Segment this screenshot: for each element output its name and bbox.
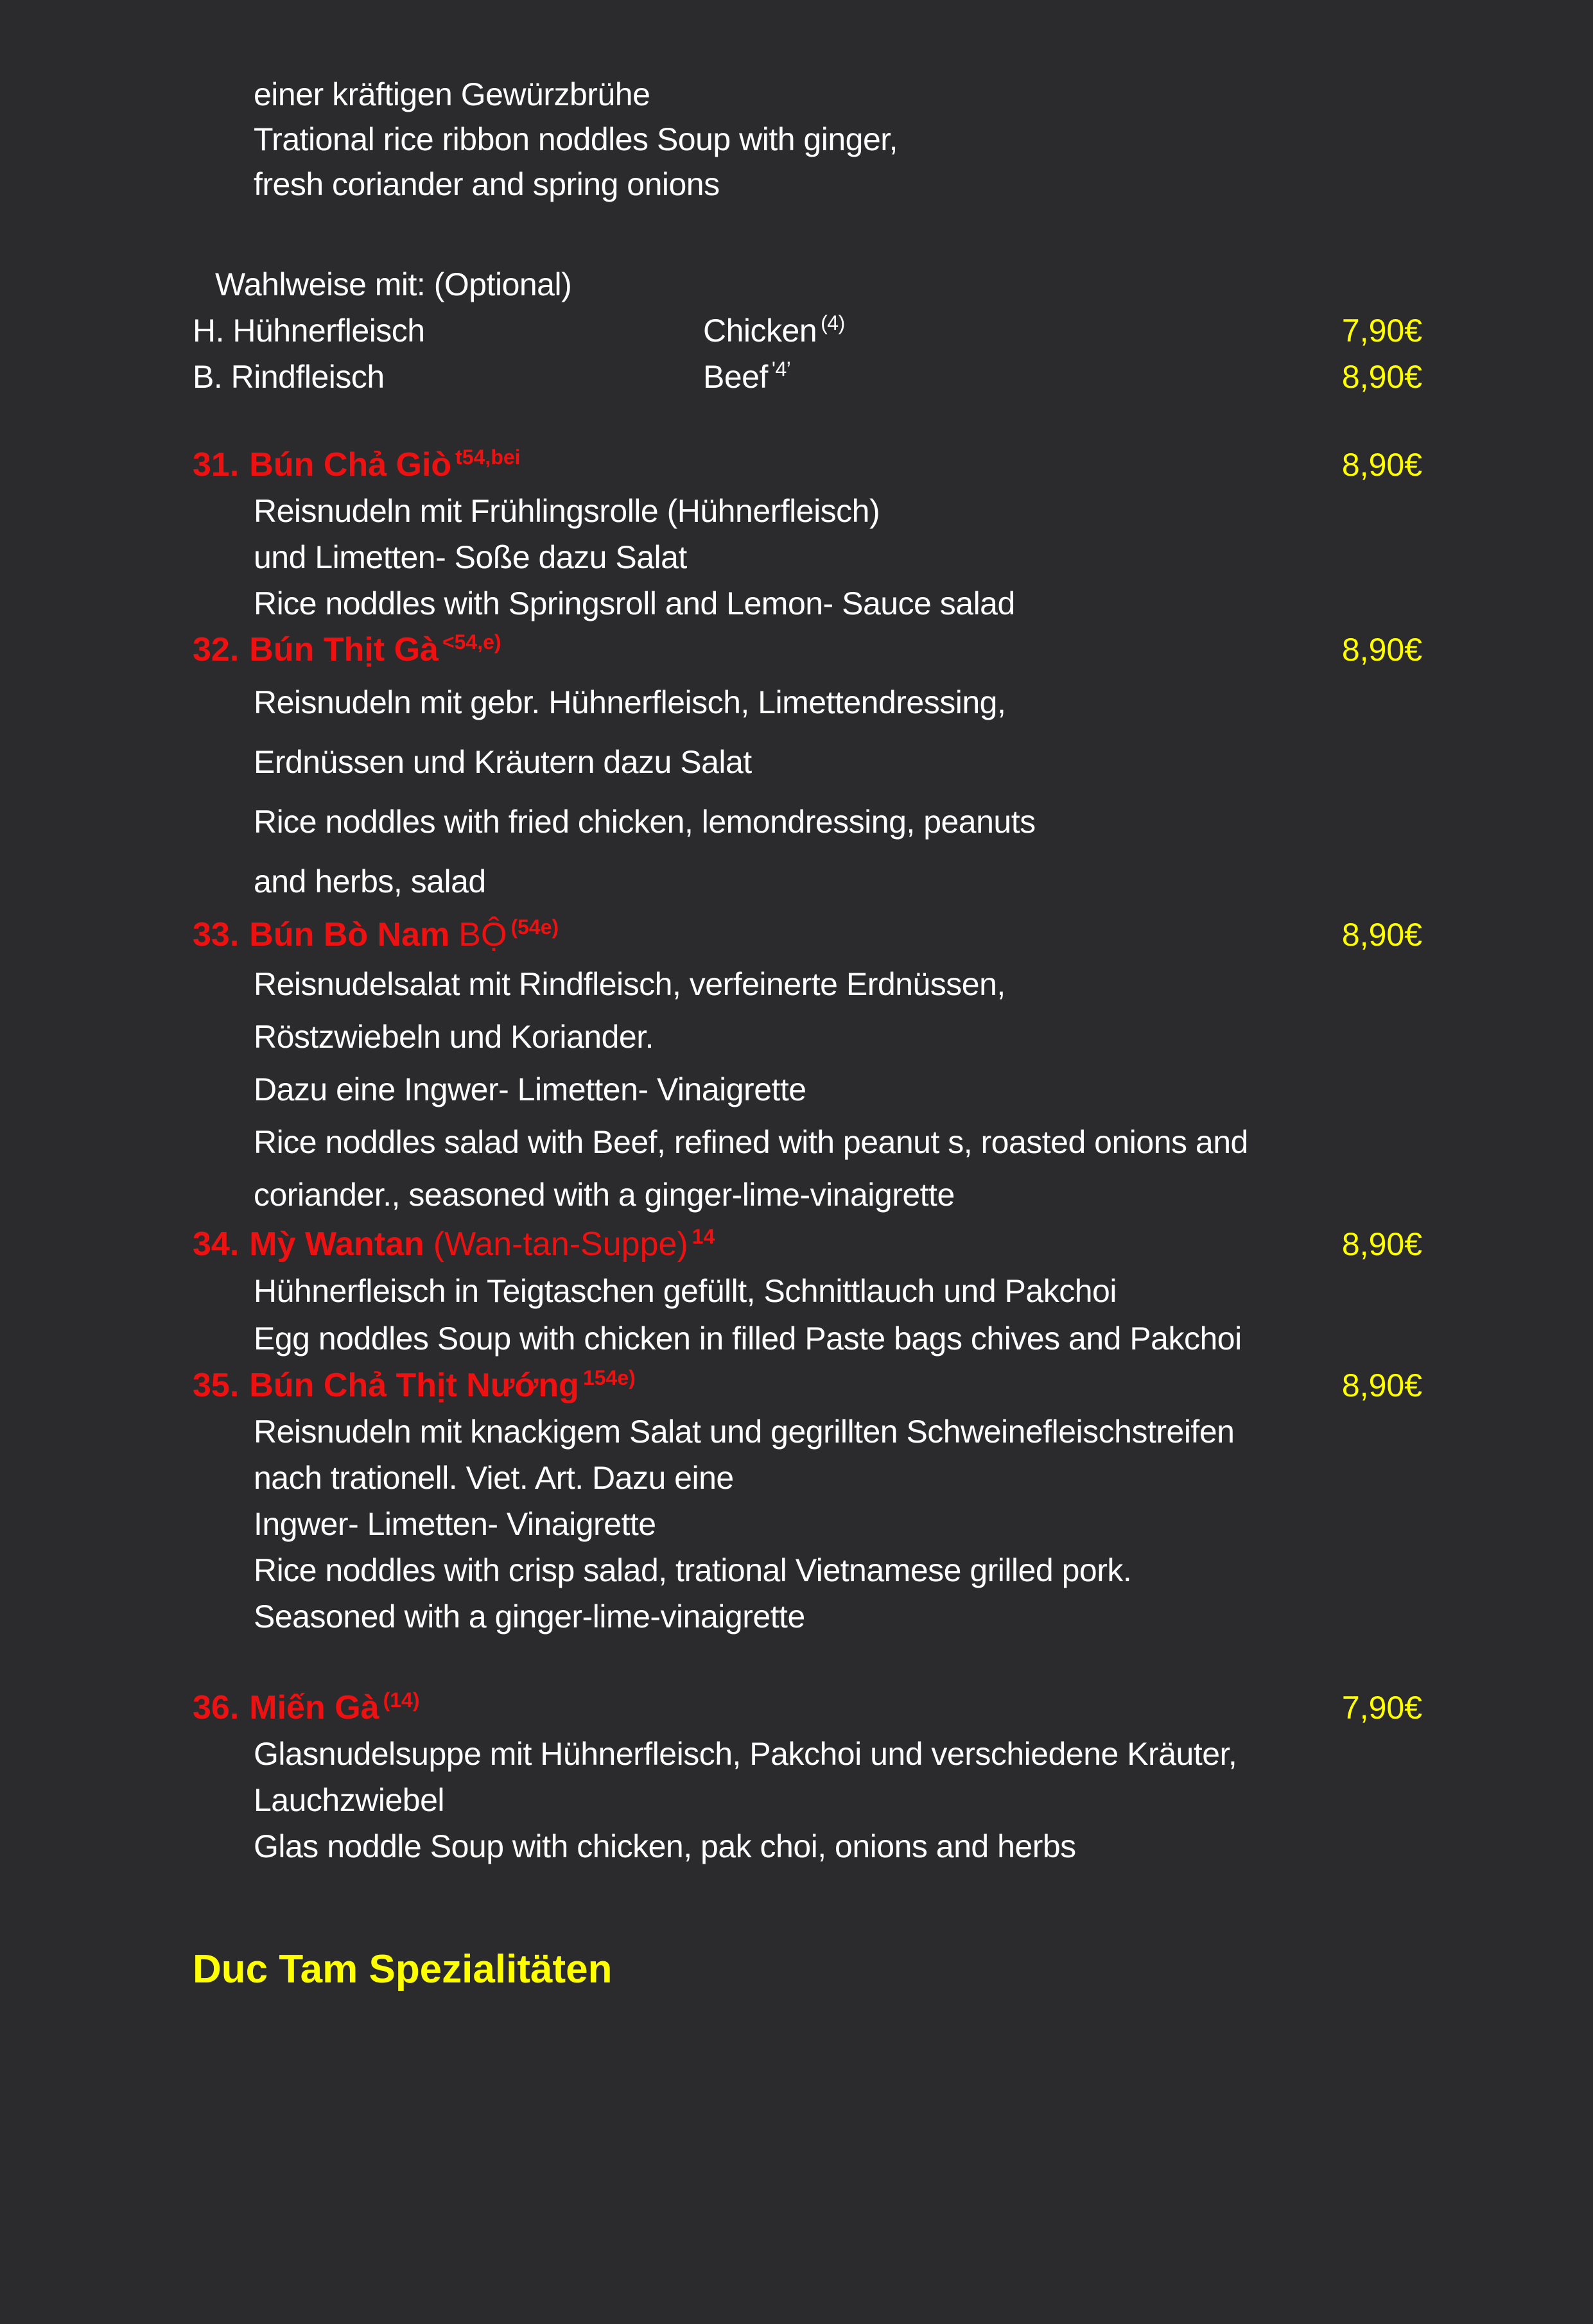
optional-heading: Wahlweise mit: (Optional) bbox=[215, 266, 572, 302]
item-title-row bbox=[0, 1221, 1593, 1267]
menu-item bbox=[0, 442, 1593, 627]
item-name-suffix: BỘ bbox=[458, 916, 507, 953]
intro-line: fresh coriander and spring onions bbox=[254, 166, 720, 202]
item-sup: 14 bbox=[692, 1225, 715, 1248]
item-name-suffix: (Wan-tan-Suppe) bbox=[433, 1226, 688, 1263]
menu-item bbox=[0, 1362, 1593, 1640]
optional-label: B. Rindfleisch bbox=[193, 359, 385, 395]
footer-heading: Duc Tam Spezialitäten bbox=[193, 1947, 613, 1991]
item-name: Bún Chả Thịt Nướng bbox=[249, 1367, 579, 1404]
optional-sup: (4) bbox=[821, 311, 845, 334]
item-title-row bbox=[0, 1685, 1593, 1731]
menu-page bbox=[0, 72, 1593, 2324]
optional-dish: Beef bbox=[703, 359, 768, 395]
description-line: Rice noddles with Springsroll and Lemon- Sauce salad bbox=[254, 585, 1015, 621]
item-number: 33. bbox=[193, 916, 239, 953]
item-description bbox=[0, 958, 1593, 1221]
intro-line: Trational rice ribbon noddles Soup with ginger, bbox=[254, 121, 898, 157]
description-line: Seasoned with a ginger-lime-vinaigrette bbox=[254, 1599, 805, 1635]
item-name: Bún Chả Giò bbox=[249, 446, 452, 483]
price: 7,90€ bbox=[1341, 1690, 1422, 1726]
item-name: Mỳ Wantan bbox=[249, 1226, 424, 1263]
optional-rows bbox=[0, 308, 1593, 400]
item-title-row bbox=[0, 627, 1593, 673]
item-sup: t54,bei bbox=[455, 446, 521, 469]
optional-row bbox=[0, 308, 1593, 354]
item-description bbox=[0, 1731, 1593, 1869]
description-line: Röstzwiebeln und Koriander. bbox=[254, 1019, 654, 1055]
optional-label: H. Hühnerfleisch bbox=[193, 313, 425, 349]
price: 8,90€ bbox=[1341, 1226, 1422, 1262]
item-description bbox=[0, 1409, 1593, 1640]
description-line: Glas noddle Soup with chicken, pak choi, onions and herbs bbox=[254, 1828, 1076, 1864]
item-sup: (14) bbox=[383, 1688, 420, 1712]
description-line: Reisnudeln mit Frühlingsrolle (Hühnerfleisch) bbox=[254, 493, 880, 529]
menu-item bbox=[0, 627, 1593, 912]
item-sup: 154e) bbox=[582, 1366, 636, 1389]
description-line: Glasnudelsuppe mit Hühnerfleisch, Pakchoi und verschiedene Kräuter, bbox=[254, 1736, 1237, 1772]
item-number: 34. bbox=[193, 1226, 239, 1263]
description-line: Rice noddles with fried chicken, lemondressing, peanuts bbox=[254, 804, 1036, 840]
description-line: Reisnudelsalat mit Rindfleisch, verfeinerte Erdnüssen, bbox=[254, 966, 1005, 1002]
description-line: Erdnüssen und Kräutern dazu Salat bbox=[254, 744, 752, 780]
intro-block bbox=[254, 72, 1593, 207]
intro-line: einer kräftigen Gewürzbrühe bbox=[254, 76, 650, 112]
optional-row bbox=[0, 354, 1593, 400]
item-number: 35. bbox=[193, 1367, 239, 1404]
item-name: Bún Thịt Gà bbox=[249, 631, 439, 668]
description-line: Reisnudeln mit gebr. Hühnerfleisch, Limettendressing, bbox=[254, 684, 1006, 720]
price: 8,90€ bbox=[1341, 447, 1422, 483]
optional-dish-cell bbox=[703, 308, 845, 358]
item-name: Miến Gà bbox=[249, 1689, 379, 1726]
item-number: 32. bbox=[193, 631, 239, 668]
price: 7,90€ bbox=[1341, 313, 1422, 349]
description-line: Rice noddles salad with Beef, refined with peanut s, roasted onions and bbox=[254, 1124, 1248, 1160]
description-line: Lauchzwiebel bbox=[254, 1782, 444, 1818]
item-description bbox=[0, 673, 1593, 912]
description-line: Hühnerfleisch in Teigtaschen gefüllt, Schnittlauch und Pakchoi bbox=[254, 1273, 1117, 1309]
item-description bbox=[0, 1267, 1593, 1362]
price: 8,90€ bbox=[1341, 359, 1422, 395]
description-line: Rice noddles with crisp salad, trational Vietnamese grilled pork. bbox=[254, 1552, 1132, 1588]
price: 8,90€ bbox=[1341, 632, 1422, 668]
description-line: Reisnudeln mit knackigem Salat und gegrillten Schweinefleischstreifen bbox=[254, 1414, 1235, 1450]
item-number: 31. bbox=[193, 446, 239, 483]
price: 8,90€ bbox=[1341, 917, 1422, 953]
price: 8,90€ bbox=[1341, 1367, 1422, 1403]
item-name: Bún Bò Nam bbox=[249, 916, 450, 953]
optional-dish-cell bbox=[703, 354, 790, 404]
item-title-row bbox=[0, 912, 1593, 958]
description-line: und Limetten- Soße dazu Salat bbox=[254, 539, 687, 575]
description-line: Egg noddles Soup with chicken in filled Paste bags chives and Pakchoi bbox=[254, 1321, 1242, 1357]
item-description bbox=[0, 488, 1593, 627]
menu-items bbox=[0, 442, 1593, 1869]
menu-item bbox=[0, 912, 1593, 1221]
optional-section bbox=[0, 261, 1593, 400]
optional-dish: Chicken bbox=[703, 313, 817, 349]
menu-item bbox=[0, 1221, 1593, 1362]
menu-item bbox=[0, 1685, 1593, 1869]
description-line: and herbs, salad bbox=[254, 863, 486, 899]
description-line: coriander., seasoned with a ginger-lime-vinaigrette bbox=[254, 1177, 955, 1213]
item-title-row bbox=[0, 442, 1593, 488]
item-title-row bbox=[0, 1362, 1593, 1409]
description-line: Ingwer- Limetten- Vinaigrette bbox=[254, 1506, 656, 1542]
item-number: 36. bbox=[193, 1689, 239, 1726]
item-sup: (54e) bbox=[510, 915, 559, 939]
optional-sup: '4’ bbox=[771, 358, 791, 381]
item-sup: <54,e) bbox=[442, 630, 501, 654]
description-line: nach trationell. Viet. Art. Dazu eine bbox=[254, 1460, 734, 1496]
description-line: Dazu eine Ingwer- Limetten- Vinaigrette bbox=[254, 1071, 806, 1107]
